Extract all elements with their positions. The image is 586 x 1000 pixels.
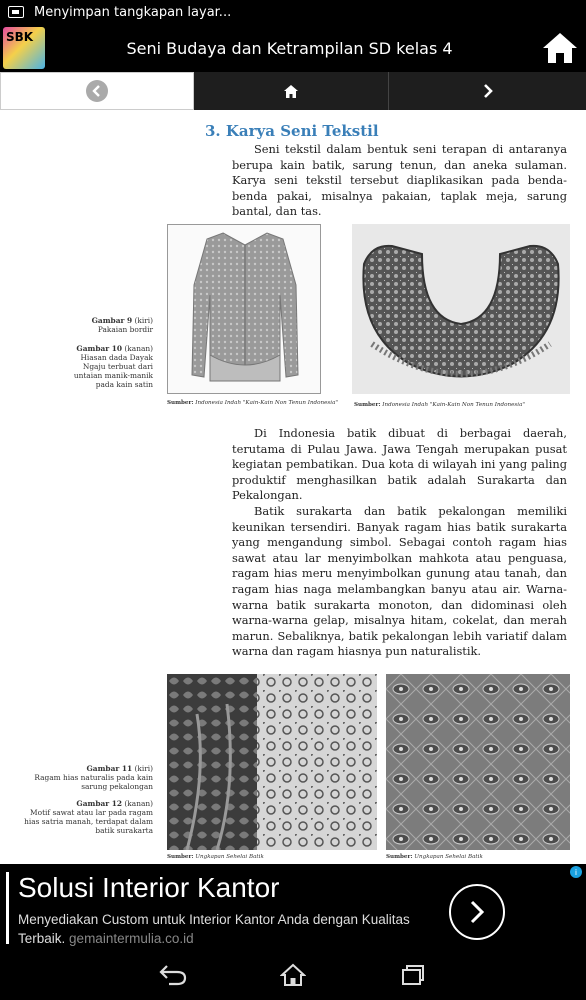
- page-nav-bar: [0, 72, 586, 110]
- embroidered-garment-image: [167, 224, 321, 394]
- caption-12-title: Gambar 12: [76, 799, 123, 808]
- chevron-left-icon: [86, 80, 108, 102]
- chevron-right-icon: [468, 899, 486, 925]
- recents-icon: [400, 963, 426, 987]
- beaded-chest-ornament-image: [352, 224, 570, 394]
- prev-page-button[interactable]: [0, 72, 194, 110]
- figure-group-1-source-right: [354, 402, 570, 409]
- app-logo-text: SBK: [6, 30, 34, 44]
- body-paragraph-1: Di Indonesia batik dibuat di berbagai daerah, terutama di Pulau Jawa. Jawa Tengah merupakan pusat kegiatan pembatikan. Dua kota di wilayah ini yang paling produktif menghasilkan batik adalah Surakarta dan Pekalongan.: [232, 426, 567, 503]
- home-button[interactable]: [534, 24, 586, 72]
- status-bar: [0, 0, 586, 24]
- app-title: Seni Budaya dan Ketrampilan SD kelas 4: [126, 38, 453, 58]
- caption-12-text: Motif sawat atau lar pada ragam hias satria manah, terdapat dalam batik surakarta: [24, 808, 153, 835]
- source-label: Sumber:: [167, 854, 194, 860]
- surakarta-batik-image: [386, 674, 570, 850]
- source-left-text: Ungkapan Sehelai Batik: [195, 854, 264, 860]
- home-outline-icon: [280, 963, 306, 987]
- caption-10-pos: (kanan): [124, 344, 153, 353]
- caption-12-pos: (kanan): [124, 799, 153, 808]
- caption-10-title: Gambar 10: [76, 344, 123, 353]
- status-notification-text: Menyimpan tangkapan layar...: [34, 4, 232, 20]
- figure-group-1-captions: [20, 316, 153, 389]
- source-label: Sumber:: [354, 402, 381, 408]
- adchoices-icon[interactable]: i: [570, 866, 582, 878]
- home-icon: [284, 85, 298, 98]
- ad-banner[interactable]: [0, 864, 586, 950]
- figure-group-1-source-left: [167, 400, 342, 407]
- ad-url[interactable]: gemaintermulia.co.id: [69, 931, 194, 946]
- screenshot-icon: [8, 6, 24, 18]
- nav-home-button[interactable]: [194, 72, 389, 110]
- caption-9-text: Pakaian bordir: [97, 325, 153, 334]
- source-label: Sumber:: [386, 854, 413, 860]
- body-text: [232, 426, 567, 660]
- source-right-text: Indonesia Indah "Kain-Kain Non Tenun Indonesia": [382, 402, 525, 408]
- source-label: Sumber:: [167, 400, 194, 406]
- system-home-button[interactable]: [273, 955, 313, 995]
- ad-title[interactable]: Solusi Interior Kantor: [18, 872, 280, 903]
- caption-11-text: Ragam hias naturalis pada kain sarung pekalongan: [34, 773, 153, 791]
- back-icon: [159, 964, 187, 986]
- caption-10-text: Hiasan dada Dayak Ngaju terbuat dari untaian manik-manik pada kain satin: [73, 353, 153, 389]
- caption-11-title: Gambar 11: [86, 764, 133, 773]
- intro-paragraph: [232, 142, 567, 220]
- caption-11-pos: (kiri): [134, 764, 153, 773]
- ad-open-button[interactable]: [449, 884, 505, 940]
- ad-body-text: Menyediakan Custom untuk Interior Kantor Anda dengan Kualitas Terbaik.: [18, 912, 410, 946]
- ad-body: [18, 910, 428, 948]
- figure-group-2-source-right: [386, 854, 570, 861]
- source-right-text: Ungkapan Sehelai Batik: [414, 854, 483, 860]
- ad-accent-bar: [6, 872, 9, 944]
- app-logo: [3, 27, 45, 69]
- section-title: 3. Karya Seni Tekstil: [205, 122, 379, 140]
- book-page[interactable]: [0, 110, 586, 864]
- pekalongan-batik-image: [167, 674, 377, 850]
- source-left-text: Indonesia Indah "Kain-Kain Non Tenun Indonesia": [195, 400, 338, 406]
- app-bar: [0, 24, 586, 72]
- caption-9-pos: (kiri): [134, 316, 153, 325]
- caption-9-title: Gambar 9: [91, 316, 133, 325]
- back-button[interactable]: [153, 955, 193, 995]
- figure-group-2-captions: [20, 764, 153, 835]
- body-paragraph-2: Batik surakarta dan batik pekalongan memiliki keunikan tersendiri. Banyak ragam hias batik surakarta yang mengandung simbol. Sebagai contoh ragam hias sawat atau lar menyimbolkan mahkota atau penguasa, ragam hias meru menyimbolkan gunung atau tanah, dan ragam hias naga melambangkan banyu atau air. Warna-warna batik surakarta monoton, dan didominasi oleh warna-warna gelap, misalnya hitam, cokelat, dan merah marun. Sebaliknya, batik pekalongan lebih variatif dalam warna dan ragam hiasnya pun naturalistik.: [232, 503, 567, 659]
- figure-group-2-source-left: [167, 854, 377, 861]
- intro-text: Seni tekstil dalam bentuk seni terapan di antaranya berupa kain batik, sarung tenun, dan aneka sulaman. Karya seni tekstil tersebut diaplikasikan pada benda-benda pakai, misalnya pakaian, taplak meja, sarung bantal, dan tas.: [232, 142, 567, 219]
- chevron-right-icon: [482, 84, 494, 98]
- home-icon: [541, 31, 579, 65]
- system-nav-bar: [0, 950, 586, 1000]
- next-page-button[interactable]: [389, 72, 586, 110]
- recents-button[interactable]: [393, 955, 433, 995]
